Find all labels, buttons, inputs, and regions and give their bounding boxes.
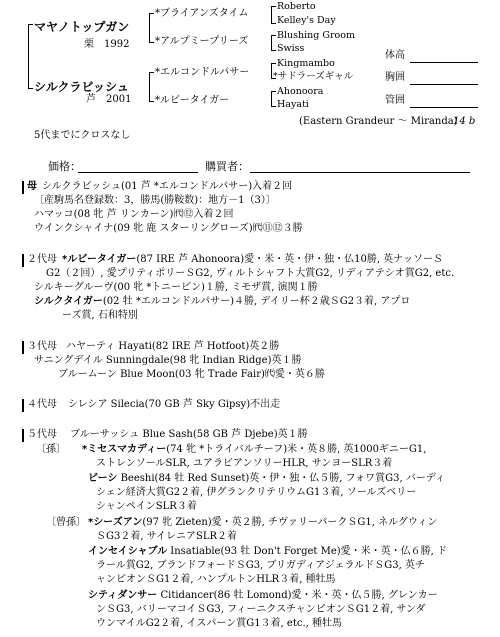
grandchildren-label: 〔孫〕 [36,444,66,455]
g3-5: Kingmambo [277,58,335,69]
entry-1-line-2: ストレンソールSLR, ユアラビアンソリーHLR, サンヨーSLR３着 [96,458,393,469]
entry-2-line-1: ビーシ Beeshi(84 牡 Red Sunset)英・伊・独・仏５勝, フォワ賞G3, バーディ [88,473,446,484]
inbreeding-note: 5代までにクロスなし [34,130,131,141]
g3-6: *サドラーズギャル [273,71,354,82]
second-dam-line-1: *ルビータイガー(87 IRE 芦 Ahonoora)愛・米・英・伊・独・仏10勝, 英ナッソーＳ [62,254,443,265]
girth-field[interactable] [410,84,478,85]
g3-2: Kelley's Day [277,15,336,26]
second-dam-line-4: シルクタイガー(02 牡 *エルコンドルパサー)４勝, デイリー杯２歳ＳG2３着, アプロ [34,296,411,307]
third-dam-label: ３代母 [22,341,57,354]
entry-5-line-3: ウンマイルG2２着, イスパーン賞G1３着, etc., 種牡馬 [96,618,342,629]
entry-3-line-1: *シーズアン(97 牝 Zieten)愛・英２勝, チヴァリーパークＳG1, ネルグウィン [88,517,438,528]
g3-7: Ahonoora [277,86,324,97]
sire-brace [149,13,154,43]
dam-brace [149,72,154,102]
fourth-dam-label: ４代母 [22,399,57,412]
pedigree-brace [28,24,33,89]
sire-info: 栗 1992 [84,39,130,50]
dam-produce-record: 〔産駒馬名登録数：3，勝馬(勝鞍数)：地方－1（3）〕 [34,195,276,206]
third-dam-line-3: ブルームーン Blue Moon(03 牝 Trade Fair)㈹愛・英６勝 [58,369,325,380]
g3-brace-2 [271,35,276,51]
third-dam-line-2: サニングデイル Sunningdale(98 牝 Indian Ridge)英１勝 [34,355,302,366]
price-field[interactable] [78,172,198,173]
third-dam-line-1: ハヤーティ Hayati(82 IRE 芦 Hotfoot)英２勝 [66,341,280,352]
second-dam-line-3: シルキーグルーヴ(00 牝 *トニービン)１勝, ミモザ賞, 演関１勝 [34,282,318,293]
second-dam-line-5: ーズ賞, 石和特別 [62,310,138,321]
dam-foal-1: ハマッコ(08 牝 芦 リンカーン)㈹⑫入着２回 [34,209,234,220]
dam-section-label: 母 [22,181,37,194]
family-number: 14 b [453,116,476,127]
buyer-field[interactable] [250,172,470,173]
buyer-label: 購買者： [205,160,249,173]
cannon-label: 管囲 [385,95,405,106]
entry-4-line-2: ラール賞G2, ブランドフォードＳG3, ブリガディアジェラルドＳG3, 英チ [96,560,425,571]
cannon-field[interactable] [410,107,478,108]
dam-name: シルクラビッシュ [34,80,129,94]
height-field[interactable] [410,62,478,63]
sire-sire: *ブライアンズタイム [155,8,249,19]
entry-4-line-3: ャンピオンＳG1２着, ハンプルトンHLR３着, 種牡馬 [96,574,336,585]
sire-name: マヤノトップガン [34,20,130,34]
entry-4-line-1: インセイシャブル Insatiable(93 牡 Don't Forget Me)愛・米・英・仏６勝, ド [88,546,448,557]
dam-dam: *ルビータイガー [155,95,230,106]
great-grandchildren-label: 〔曾孫〕 [46,517,86,528]
second-dam-label: ２代母 [22,254,57,267]
entry-5-line-1: シティダンサー Citidancer(86 牡 Lomond)愛・米・英・仏５勝, グレンカー [88,590,438,601]
price-label: 価格： [48,160,81,173]
g3-brace-1 [271,6,276,24]
second-dam-line-2: G2（２回）, 愛プリティポリーＳG2, ヴィルトシャフト大賞G2, リディアテシオ賞G2, etc. [46,268,455,279]
height-label: 体高 [385,50,405,61]
fifth-dam-label: ５代母 [22,429,57,442]
fourth-dam-line: シレシア Silecia(70 GB 芦 Sky Gipsy)不出走 [68,399,281,410]
g3-3: Blushing Groom [277,30,355,41]
g3-8: Hayati [277,99,309,110]
g3-1: Roberto [277,1,316,12]
dam-line: シルクラビッシュ(01 芦 *エルコンドルパサー)入着２回 [42,181,293,192]
g3-brace-4 [271,91,276,107]
entry-1-line-1: *ミセスマカディー(74 牝 *トライバルチーフ)米・英８勝, 英1000ギニーG1, [82,444,427,455]
sire-dam: *アルプミープリーズ [155,36,249,47]
dam-foal-2: ウインクシャイナ(09 牝 鹿 スターリングローズ)㈹⑪⑫３勝 [34,223,303,234]
entry-5-line-2: ンＳG3, バリーマコイＳG3, フィーニクスチャンピオンＳG1２着, サンダ [96,604,426,615]
entry-2-line-2: シェン経済大賞G2２着, 伊グランクリテリウムG1３着, ソールズベリー [96,487,417,498]
fifth-dam-line: ブルーサッシュ Blue Sash(58 GB 芦 Djebe)英１勝 [70,429,308,440]
dam-sire: *エルコンドルパサー [155,67,250,78]
dam-info: 芦 2001 [86,94,132,105]
family-line: (Eastern Grandeur ～ Miranda) [299,116,458,127]
entry-2-line-3: シャンペインSLR３着 [96,501,197,512]
girth-label: 胸囲 [385,72,405,83]
g3-4: Swiss [277,43,305,54]
entry-3-line-2: ＳG3２着, サイレニアSLR２着 [96,531,238,542]
